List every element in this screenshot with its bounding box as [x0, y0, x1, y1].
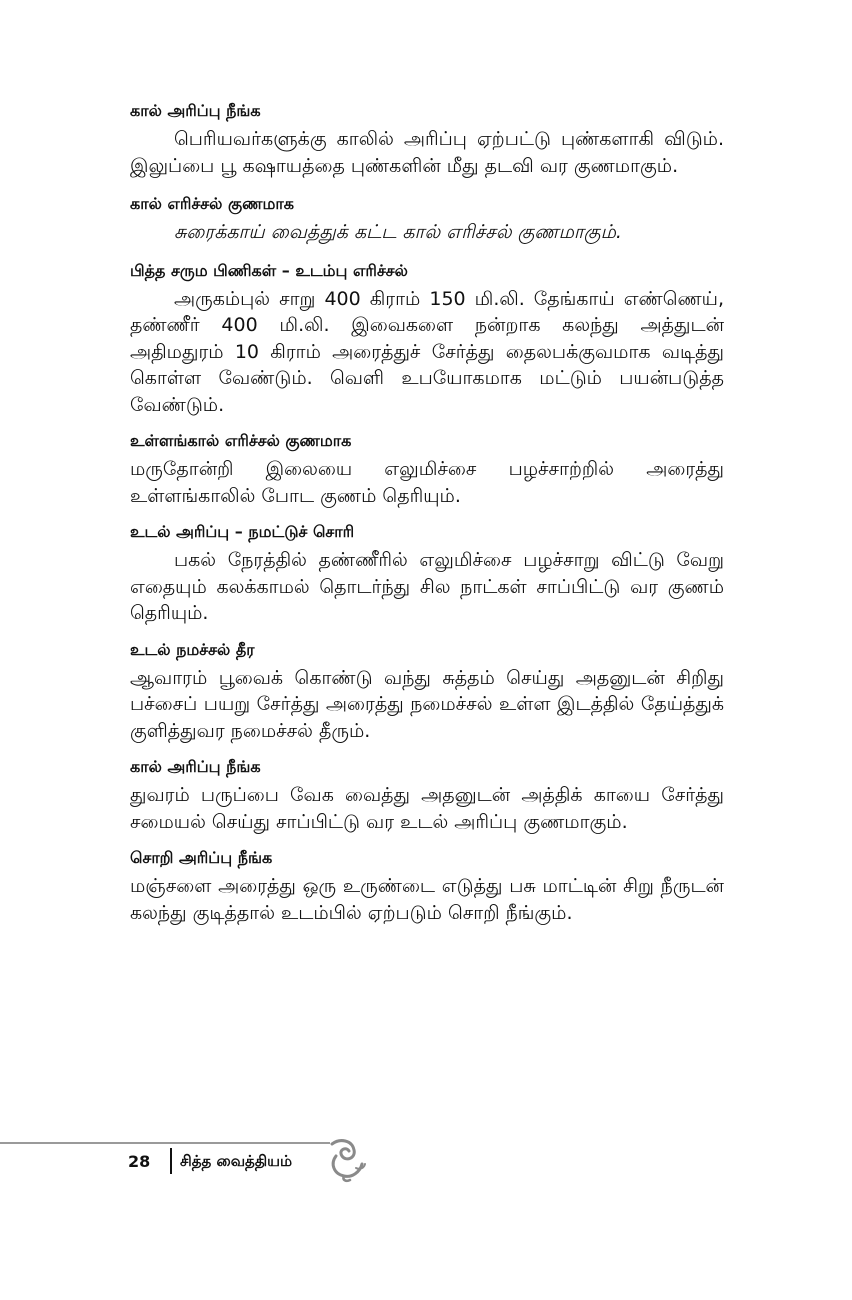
section-heading: கால் எரிச்சல் குணமாக	[130, 194, 294, 213]
spacer	[130, 509, 724, 521]
section-text: மருதோன்றி இலையை எலுமிச்சை பழச்சாற்றில் அரைத்து உள்ளங்காலில் போட குணம் தெரியும்.	[130, 458, 724, 507]
swirl-ornament-icon	[322, 1134, 368, 1184]
page-footer	[0, 1134, 852, 1194]
section-heading: உள்ளங்கால் எரிச்சல் குணமாக	[130, 431, 352, 450]
section-body-itch	[130, 521, 724, 627]
section-text: மஞ்சளை அரைத்து ஒரு உருண்டை எடுத்து பசு மாட்டின் சிறு நீருடன் கலந்து குடித்தால் உடம்பில் ஏற்படும் சொறி நீங்கும்.	[130, 875, 724, 924]
section-heading: சொறி அரிப்பு நீங்க	[130, 848, 273, 867]
spacer	[130, 246, 724, 260]
section-pitta-skin	[130, 260, 724, 419]
spacer	[130, 744, 724, 756]
section-sole-burning	[130, 430, 724, 509]
section-text: சுரைக்காய் வைத்துக் கட்ட கால் எரிச்சல் குணமாகும்.	[174, 221, 622, 243]
section-text: ஆவாரம் பூவைக் கொண்டு வந்து சுத்தம் செய்து அதனுடன் சிறிது பச்சைப் பயறு சேர்த்து அரைத்து நமைச்சல் உள்ள இடத்தில் தேய்த்துக் குளித்துவர நமைச்சல் தீரும்.	[130, 666, 724, 742]
spacer	[130, 179, 724, 193]
section-heading: கால் அரிப்பு நீங்க	[130, 101, 261, 120]
book-title: சித்த வைத்தியம்	[180, 1152, 293, 1170]
spacer	[130, 627, 724, 639]
page-content	[130, 100, 724, 926]
section-text: பெரியவர்களுக்கு காலில் அரிப்பு ஏற்பட்டு புண்களாகி விடும். இலுப்பை பூ கஷாயத்தை புண்களின் மீது தடவி வர குணமாகும்.	[130, 128, 724, 177]
section-heading: உடல் அரிப்பு – நமட்டுச் சொரி	[130, 522, 355, 541]
section-leg-itch	[130, 100, 724, 179]
section-text: பகல் நேரத்தில் தண்ணீரில் எலுமிச்சை பழச்சாறு விட்டு வேறு எதையும் கலக்காமல் தொடர்ந்து சில நாட்கள் சாப்பிட்டு வர குணம் தெரியும்.	[130, 549, 724, 624]
section-leg-itch-2	[130, 756, 724, 835]
section-body-tingling	[130, 639, 724, 745]
section-text: அருகம்புல் சாறு 400 கிராம் 150 மி.லி. தேங்காய் எண்ணெய், தண்ணீர் 400 மி.லி. இவைகளை நன்றாக கலந்து அத்துடன் அதிமதுரம் 10 கிராம் அரைத்துச் சேர்த்து தைலபக்குவமாக வடித்து கொள்ள வேண்டும். வெளி உபயோகமாக மட்டும் பயன்படுத்த வேண்டும்.	[130, 287, 724, 416]
section-heading: பித்த சரும பிணிகள் – உடம்பு எரிச்சல்	[130, 260, 408, 280]
page-number: 28	[128, 1152, 151, 1171]
section-scabies-itch	[130, 847, 724, 926]
footer-rule	[0, 1142, 330, 1144]
spacer	[130, 418, 724, 430]
section-heading: உடல் நமச்சல் தீர	[130, 639, 255, 659]
section-heading: கால் அரிப்பு நீங்க	[130, 757, 261, 776]
spacer	[130, 835, 724, 847]
section-text: துவரம் பருப்பை வேக வைத்து அதனுடன் அத்திக் காயை சேர்த்து சமையல் செய்து சாப்பிட்டு வர உடல் அரிப்பு குணமாகும்.	[130, 784, 724, 833]
footer-divider	[170, 1148, 172, 1174]
section-leg-burning	[130, 193, 724, 246]
